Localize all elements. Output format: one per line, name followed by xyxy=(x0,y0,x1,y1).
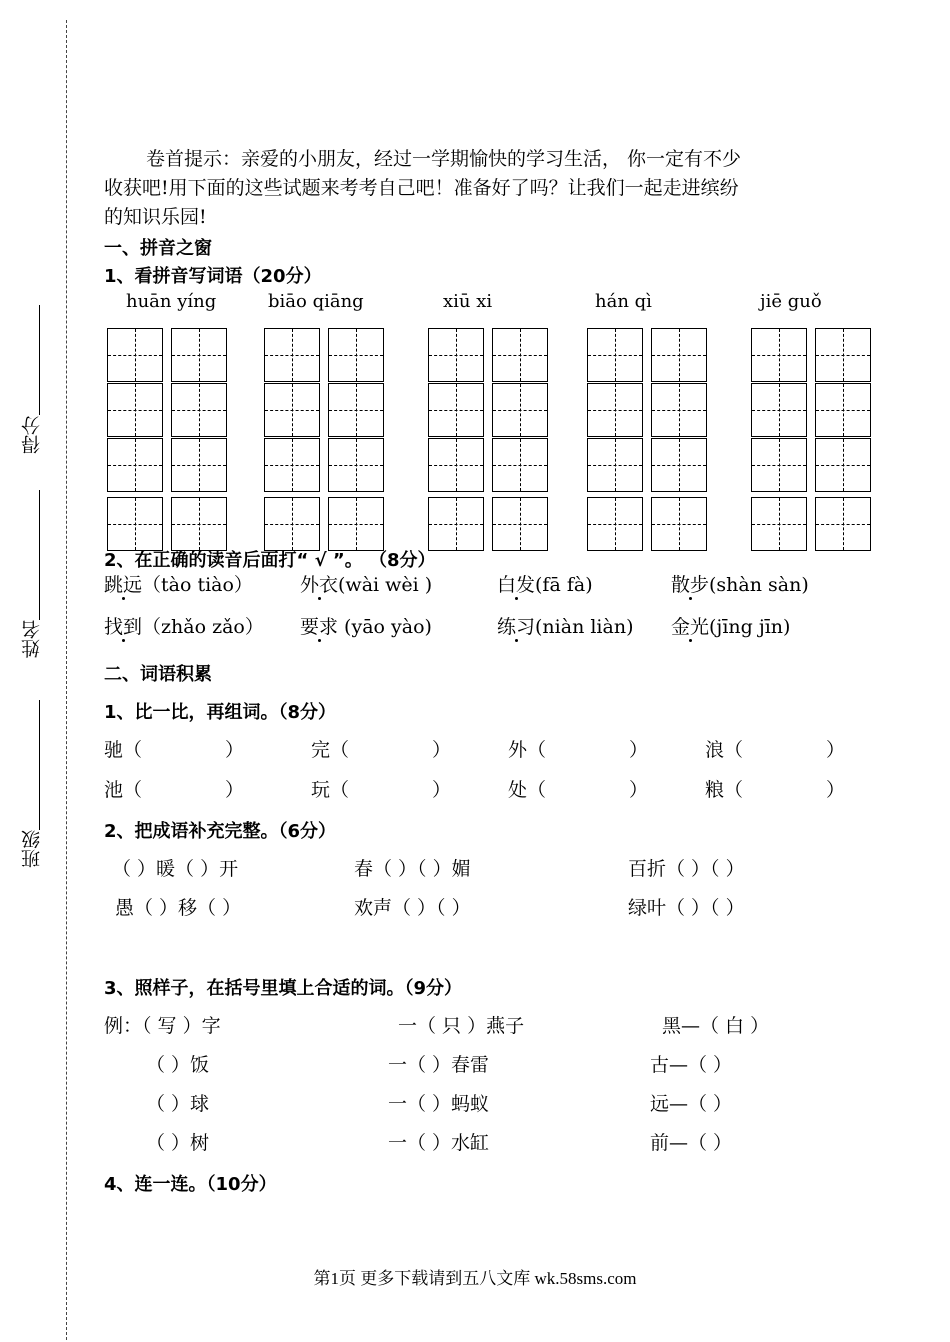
writing-cell[interactable] xyxy=(264,438,320,492)
compare-close: ） xyxy=(826,779,846,801)
reading-item[interactable] xyxy=(497,612,633,639)
writing-cell[interactable] xyxy=(815,497,871,551)
class-blank xyxy=(39,700,40,830)
compare-close: ） xyxy=(225,779,245,801)
writing-cell[interactable] xyxy=(751,383,807,437)
reading-pinyin: （tào tiào） xyxy=(142,574,253,596)
reading-pinyin: (niàn liàn) xyxy=(535,616,634,638)
writing-cell[interactable] xyxy=(107,497,163,551)
example-item: 一（ 只 ）燕子 xyxy=(398,1015,525,1037)
s2-q2-title: 2、把成语补充完整。（6分） xyxy=(104,821,337,842)
s2-q3-title: 3、照样子，在括号里填上合适的词。（9分） xyxy=(104,978,463,999)
writing-cell[interactable] xyxy=(328,438,384,492)
reading-item[interactable] xyxy=(104,570,253,597)
section-1-title: 一、拼音之窗 xyxy=(104,238,212,259)
class-label: 班级 xyxy=(21,830,43,868)
writing-cell[interactable] xyxy=(651,383,707,437)
reading-item[interactable] xyxy=(497,570,593,597)
s1-q2-title: 2、在正确的读音后面打“ √ ”。 （8分） xyxy=(104,550,436,571)
reading-word: 跳远 xyxy=(104,574,143,596)
writing-cell[interactable] xyxy=(492,438,548,492)
writing-cell[interactable] xyxy=(651,438,707,492)
compare-char: 浪（ xyxy=(705,739,744,761)
reading-item[interactable] xyxy=(671,612,790,639)
reading-pinyin: (yāo yào) xyxy=(338,616,432,638)
intro-line-2: 收获吧!用下面的这些试题来考考自己吧！准备好了吗？让我们一起走进缤纷 xyxy=(104,177,739,199)
reading-item[interactable] xyxy=(300,612,432,639)
writing-cell[interactable] xyxy=(492,383,548,437)
reading-item[interactable] xyxy=(104,612,264,639)
compare-close: ） xyxy=(225,739,245,761)
writing-cell[interactable] xyxy=(751,497,807,551)
reading-pinyin: (jīng jīn) xyxy=(709,616,791,638)
idiom-item[interactable]: 春（ ）（ ）媚 xyxy=(354,858,471,880)
s1-q1-title: 1、看拼音写词语（20分） xyxy=(104,266,322,287)
score-blank xyxy=(39,305,40,415)
fill-item[interactable]: 古—（ ） xyxy=(650,1054,733,1076)
pinyin-word-5: jiē guǒ xyxy=(760,291,822,312)
compare-char: 处（ xyxy=(508,779,547,801)
writing-cell[interactable] xyxy=(428,497,484,551)
writing-cell[interactable] xyxy=(428,383,484,437)
s2-q4-title: 4、连一连。（10分） xyxy=(104,1174,277,1195)
example-item: 例：（ 写 ）字 xyxy=(104,1015,221,1037)
fill-item[interactable]: 一（ ）水缸 xyxy=(388,1132,490,1154)
s2-q1-title: 1、比一比，再组词。（8分） xyxy=(104,702,337,723)
compare-char: 完（ xyxy=(311,739,350,761)
writing-cell[interactable] xyxy=(328,383,384,437)
writing-cell[interactable] xyxy=(264,497,320,551)
reading-word: 金光 xyxy=(671,616,710,638)
idiom-item[interactable]: 愚（ ）移（ ） xyxy=(115,897,242,919)
writing-cell[interactable] xyxy=(587,383,643,437)
writing-cell[interactable] xyxy=(815,438,871,492)
writing-cell[interactable] xyxy=(751,328,807,382)
compare-close: ） xyxy=(629,779,649,801)
fill-item[interactable]: 前—（ ） xyxy=(650,1132,733,1154)
idiom-item[interactable]: 绿叶（ ）（ ） xyxy=(628,897,745,919)
fill-item[interactable]: （ ）树 xyxy=(146,1132,210,1154)
writing-cell[interactable] xyxy=(587,438,643,492)
writing-cell[interactable] xyxy=(328,328,384,382)
reading-word: 要求 xyxy=(300,616,339,638)
name-blank xyxy=(39,490,40,620)
reading-word: 外衣 xyxy=(300,574,339,596)
writing-cell[interactable] xyxy=(328,497,384,551)
compare-close: ） xyxy=(432,739,452,761)
reading-pinyin: (wài wèi ) xyxy=(338,574,433,596)
writing-cell[interactable] xyxy=(751,438,807,492)
pinyin-word-4: hán qì xyxy=(595,291,652,312)
pinyin-word-3: xiū xi xyxy=(443,291,493,312)
compare-close: ） xyxy=(432,779,452,801)
section-2-title: 二、词语积累 xyxy=(104,664,212,685)
pinyin-word-2: biāo qiāng xyxy=(268,291,364,312)
compare-close: ） xyxy=(629,739,649,761)
writing-cell[interactable] xyxy=(107,383,163,437)
writing-cell[interactable] xyxy=(264,383,320,437)
writing-cell[interactable] xyxy=(651,328,707,382)
pinyin-word-1: huān yíng xyxy=(126,291,217,312)
writing-cell[interactable] xyxy=(107,438,163,492)
idiom-item[interactable]: （ ）暖（ ）开 xyxy=(112,858,239,880)
idiom-item[interactable]: 欢声（ ）（ ） xyxy=(354,897,471,919)
writing-cell[interactable] xyxy=(107,328,163,382)
reading-word: 白发 xyxy=(497,574,536,596)
intro-line-1: 卷首提示：亲爱的小朋友，经过一学期愉快的学习生活， 你一定有不少 xyxy=(146,148,742,170)
writing-cell[interactable] xyxy=(428,438,484,492)
reading-word: 找到 xyxy=(104,616,143,638)
writing-cell[interactable] xyxy=(651,497,707,551)
page-footer: 第1页 更多下载请到五八文库 wk.58sms.com xyxy=(313,1269,637,1288)
reading-word: 散步 xyxy=(671,574,710,596)
reading-pinyin: (fā fà) xyxy=(535,574,593,596)
writing-cell[interactable] xyxy=(815,383,871,437)
reading-pinyin: （zhǎo zǎo） xyxy=(142,616,264,638)
reading-item[interactable] xyxy=(300,570,432,597)
reading-item[interactable] xyxy=(671,570,809,597)
compare-char: 粮（ xyxy=(705,779,744,801)
fill-item[interactable]: 一（ ）蚂蚁 xyxy=(388,1093,490,1115)
compare-char: 外（ xyxy=(508,739,547,761)
writing-cell[interactable] xyxy=(492,497,548,551)
example-item: 黑—（ 白 ） xyxy=(662,1015,770,1037)
writing-cell[interactable] xyxy=(171,383,227,437)
writing-cell[interactable] xyxy=(428,328,484,382)
writing-cell[interactable] xyxy=(171,438,227,492)
fill-item[interactable]: （ ）饭 xyxy=(146,1054,210,1076)
compare-char: 驰（ xyxy=(104,739,143,761)
compare-char: 池（ xyxy=(104,779,143,801)
writing-cell[interactable] xyxy=(492,328,548,382)
score-label: 得分 xyxy=(21,416,43,454)
idiom-item[interactable]: 百折（ ）（ ） xyxy=(628,858,745,880)
name-label: 姓名 xyxy=(21,620,43,658)
writing-cell[interactable] xyxy=(815,328,871,382)
reading-pinyin: (shàn sàn) xyxy=(709,574,809,596)
fill-item[interactable]: （ ）球 xyxy=(146,1093,210,1115)
intro-line-3: 的知识乐园! xyxy=(104,206,207,228)
writing-cell[interactable] xyxy=(587,497,643,551)
fill-item[interactable]: 一（ ）春雷 xyxy=(388,1054,490,1076)
writing-cell[interactable] xyxy=(171,497,227,551)
compare-close: ） xyxy=(826,739,846,761)
writing-cell[interactable] xyxy=(264,328,320,382)
writing-cell[interactable] xyxy=(171,328,227,382)
fill-item[interactable]: 远—（ ） xyxy=(650,1093,733,1115)
compare-char: 玩（ xyxy=(311,779,350,801)
reading-word: 练习 xyxy=(497,616,536,638)
writing-cell[interactable] xyxy=(587,328,643,382)
binding-dashed-line xyxy=(66,20,67,1340)
